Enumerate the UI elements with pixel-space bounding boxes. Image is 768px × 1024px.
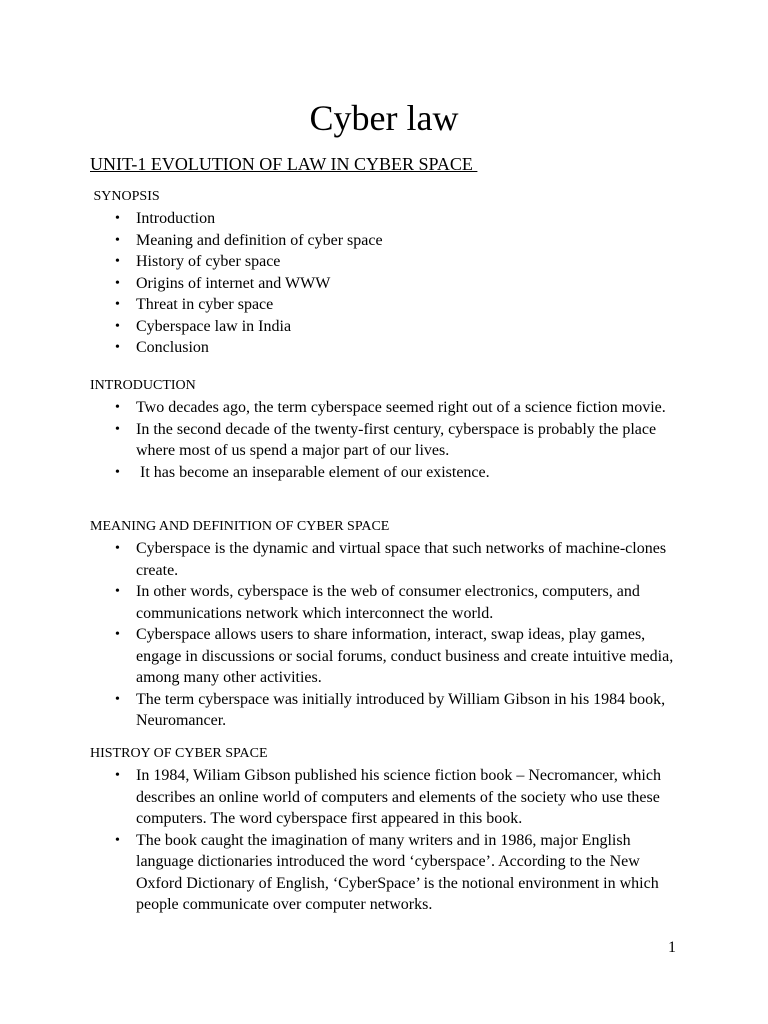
synopsis-list bbox=[90, 208, 680, 359]
list-item bbox=[90, 294, 680, 316]
list-item bbox=[90, 230, 680, 252]
bullet-icon: • bbox=[115, 318, 120, 334]
list-item-text: History of cyber space bbox=[136, 253, 281, 270]
list-item-text: Conclusion bbox=[136, 339, 209, 356]
history-section bbox=[90, 745, 680, 916]
list-item-text: Meaning and definition of cyber space bbox=[136, 231, 383, 249]
list-item-text: Cyberspace allows users to share information, interact, swap ideas, play games, engage in discussions or social forums, conduct business and create intuitive media, among many other activities. bbox=[136, 626, 678, 686]
meaning-heading: MEANING AND DEFINITION OF CYBER SPACE bbox=[90, 519, 390, 534]
bullet-icon: • bbox=[115, 297, 120, 312]
list-item bbox=[90, 538, 680, 581]
list-item-text: The book caught the imagination of many writers and in 1986, major English language dictionaries introduced the word ‘cyberspace’. According to the New Oxford Dictionary of English, ‘CyberSpace’ is the notional environment in which people communicate over computer networks. bbox=[136, 831, 663, 913]
list-item-text: In other words, cyberspace is the web of consumer electronics, computers, and communications network which interconnect the world. bbox=[136, 583, 644, 622]
bullet-icon: • bbox=[115, 768, 120, 783]
list-item bbox=[90, 624, 680, 689]
list-item bbox=[90, 765, 680, 830]
list-item bbox=[90, 337, 680, 359]
list-item-text: In 1984, Wiliam Gibson published his science fiction book – Necromancer, which describes an online world of computers and elements of the society who use these computers. The word cyberspace first appeared in this book. bbox=[136, 767, 665, 827]
page-number: 1 bbox=[668, 939, 676, 956]
list-item bbox=[90, 208, 680, 230]
document-title: Cyber law bbox=[309, 98, 459, 138]
list-item-text: Origins of internet and WWW bbox=[136, 274, 331, 292]
synopsis-section bbox=[90, 188, 680, 359]
list-item bbox=[90, 830, 680, 916]
list-item-text: Threat in cyber space bbox=[136, 296, 274, 313]
bullet-icon: • bbox=[115, 232, 120, 248]
list-item-text: Cyberspace law in India bbox=[136, 317, 292, 335]
list-item-text: It has become an inseparable element of our existence. bbox=[136, 463, 490, 481]
list-item bbox=[90, 581, 680, 624]
list-item-text: In the second decade of the twenty-first century, cyberspace is probably the place where most of us spend a major part of our lives. bbox=[136, 420, 661, 459]
list-item-text: Introduction bbox=[136, 210, 216, 227]
meaning-section bbox=[90, 518, 680, 732]
list-item bbox=[90, 689, 680, 732]
list-item bbox=[90, 273, 680, 295]
bullet-icon: • bbox=[115, 211, 120, 226]
list-item-text: Cyberspace is the dynamic and virtual space that such networks of machine-clones create. bbox=[136, 540, 671, 579]
bullet-icon: • bbox=[115, 691, 120, 707]
bullet-icon: • bbox=[115, 421, 120, 437]
unit-heading: UNIT-1 EVOLUTION OF LAW IN CYBER SPACE bbox=[90, 154, 478, 174]
bullet-icon: • bbox=[115, 275, 120, 291]
list-item bbox=[90, 397, 680, 419]
list-item bbox=[90, 462, 680, 484]
bullet-icon: • bbox=[115, 584, 120, 599]
bullet-icon: • bbox=[115, 254, 120, 269]
introduction-list bbox=[90, 397, 680, 483]
list-item-text: The term cyberspace was initially introduced by William Gibson in his 1984 book, Neuromancer. bbox=[136, 690, 670, 729]
history-list bbox=[90, 765, 680, 916]
introduction-section bbox=[90, 377, 680, 483]
synopsis-heading: SYNOPSIS bbox=[90, 189, 160, 204]
list-item-text: Two decades ago, the term cyberspace seemed right out of a science fiction movie. bbox=[136, 399, 666, 416]
bullet-icon: • bbox=[115, 340, 120, 355]
history-heading: HISTROY OF CYBER SPACE bbox=[90, 746, 268, 761]
meaning-list bbox=[90, 538, 680, 732]
list-item bbox=[90, 316, 680, 338]
introduction-heading: INTRODUCTION bbox=[90, 378, 196, 393]
bullet-icon: • bbox=[115, 627, 120, 642]
bullet-icon: • bbox=[115, 464, 120, 480]
list-item bbox=[90, 419, 680, 462]
bullet-icon: • bbox=[115, 541, 120, 556]
bullet-icon: • bbox=[115, 832, 120, 848]
list-item bbox=[90, 251, 680, 273]
bullet-icon: • bbox=[115, 400, 120, 415]
